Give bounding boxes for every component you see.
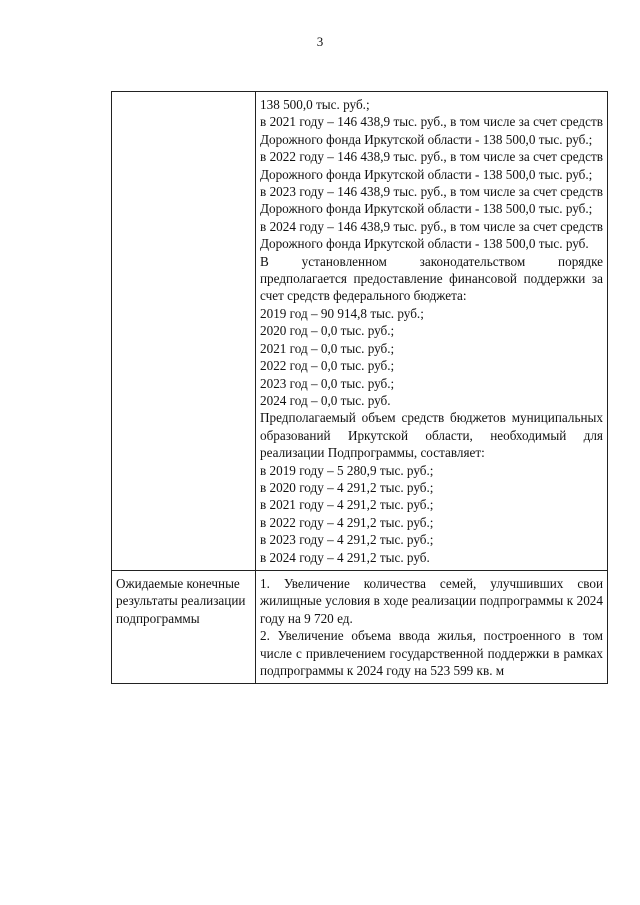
table-row <box>112 92 608 571</box>
financing-cell <box>256 92 608 571</box>
expected-results-label: Ожидаемые конечные результаты реализации подпрограммы <box>116 575 246 626</box>
financing-line: в 2020 году – 4 291,2 тыс. руб.; <box>260 479 434 495</box>
expected-results-cell <box>256 570 608 683</box>
table-row <box>112 570 608 683</box>
financing-line: в 2021 году – 4 291,2 тыс. руб.; <box>260 497 434 513</box>
page-number: 3 <box>316 34 324 49</box>
financing-line: в 2021 году – 146 438,9 тыс. руб., в том числе за счет средств Дорожного фонда Иркутской области - 138 500,0 тыс. руб.; <box>260 114 603 147</box>
financing-line: в 2024 году – 146 438,9 тыс. руб., в том числе за счет средств Дорожного фонда Иркутской области - 138 500,0 тыс. руб. <box>260 218 603 252</box>
financing-line: 2022 год – 0,0 тыс. руб.; <box>260 358 395 374</box>
financing-line: в 2019 году – 5 280,9 тыс. руб.; <box>260 462 434 478</box>
financing-line: В установленном законодательством порядке предполагается предоставление финансовой поддержки за счет средств федерального бюджета: <box>260 253 603 304</box>
result-item: 2. Увеличение объема ввода жилья, построенного в том числе с привлечением государственной поддержки в рамках подпрограммы к 2024 году на 523 599 кв. м <box>260 628 603 678</box>
financing-line: в 2022 году – 146 438,9 тыс. руб., в том числе за счет средств Дорожного фонда Иркутской области - 138 500,0 тыс. руб.; <box>260 149 603 182</box>
result-item: 1. Увеличение количества семей, улучшивших свои жилищные условия в ходе реализации подпрограммы к 2024 году на 9 720 ед. <box>260 575 603 626</box>
row2-label-cell <box>112 570 256 683</box>
financing-line: 138 500,0 тыс. руб.; <box>260 97 370 112</box>
row1-label-cell <box>112 92 256 571</box>
financing-line: 2021 год – 0,0 тыс. руб.; <box>260 340 395 356</box>
financing-line: Предполагаемый объем средств бюджетов муниципальных образований Иркутской области, необходимый для реализации Подпрограммы, составляет: <box>260 410 603 461</box>
financing-line: в 2024 году – 4 291,2 тыс. руб. <box>260 549 430 565</box>
financing-line: в 2023 году – 146 438,9 тыс. руб., в том числе за счет средств Дорожного фонда Иркутской области - 138 500,0 тыс. руб.; <box>260 184 603 217</box>
financing-line: в 2022 году – 4 291,2 тыс. руб.; <box>260 514 434 530</box>
financing-line: 2020 год – 0,0 тыс. руб.; <box>260 323 395 339</box>
financing-line: в 2023 году – 4 291,2 тыс. руб.; <box>260 532 434 548</box>
passport-table <box>111 91 608 684</box>
financing-line: 2019 год – 90 914,8 тыс. руб.; <box>260 305 424 321</box>
financing-line: 2024 год – 0,0 тыс. руб. <box>260 392 391 408</box>
financing-line: 2023 год – 0,0 тыс. руб.; <box>260 375 395 391</box>
